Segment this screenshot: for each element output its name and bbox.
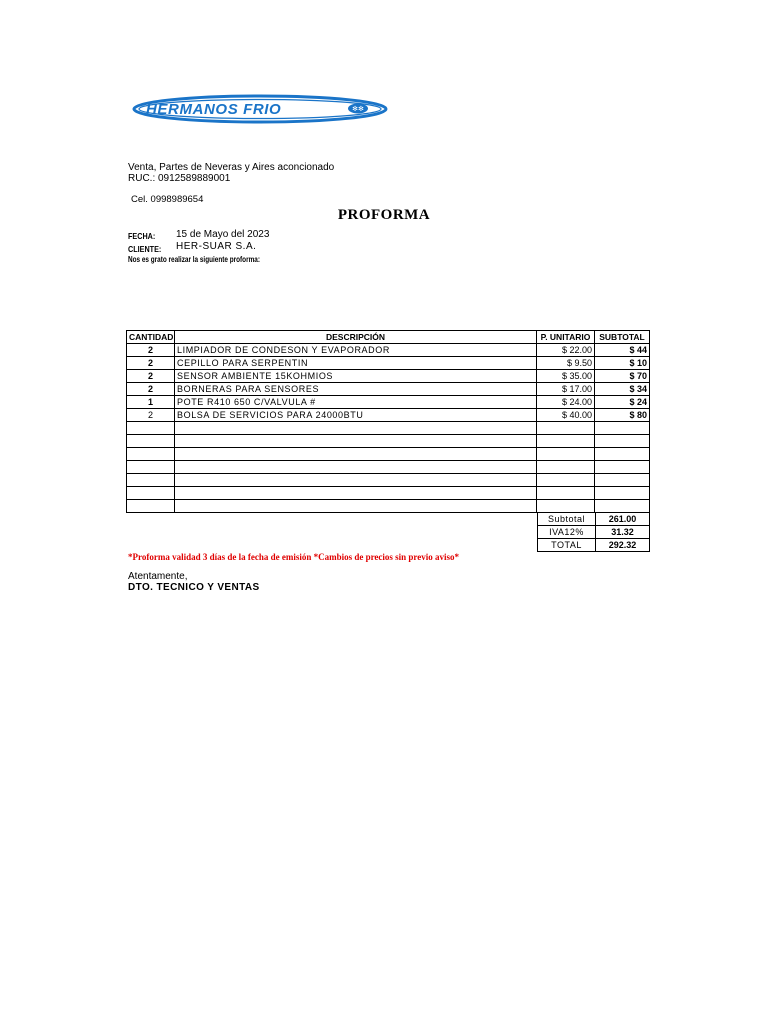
company-cel: Cel. 0998989654 bbox=[131, 194, 204, 205]
row-unit: $ 22.00 bbox=[537, 344, 595, 357]
row-sub: $ 34 bbox=[595, 383, 650, 396]
row-qty: 2 bbox=[127, 344, 175, 357]
total-label: TOTAL bbox=[538, 539, 596, 552]
row-qty: 2 bbox=[127, 383, 175, 396]
table-row-empty bbox=[127, 500, 650, 513]
table-row bbox=[127, 370, 650, 383]
header-descripcion: DESCRIPCIÓN bbox=[175, 331, 537, 344]
row-unit: $ 24.00 bbox=[537, 396, 595, 409]
row-unit: $ 17.00 bbox=[537, 383, 595, 396]
closing-text: Atentamente, bbox=[128, 571, 188, 582]
table-row-empty bbox=[127, 474, 650, 487]
total-row bbox=[538, 539, 650, 552]
row-unit: $ 9.50 bbox=[537, 357, 595, 370]
validity-note: *Proforma validad 3 días de la fecha de emisión *Cambios de precios sin previo aviso* bbox=[128, 552, 460, 562]
header-p-unitario: P. UNITARIO bbox=[537, 331, 595, 344]
table-row bbox=[127, 383, 650, 396]
totals-table bbox=[537, 512, 650, 552]
iva-label: IVA12% bbox=[538, 526, 596, 539]
subtotal-label: Subtotal bbox=[538, 513, 596, 526]
subtotal-value: 261.00 bbox=[596, 513, 650, 526]
row-unit: $ 35.00 bbox=[537, 370, 595, 383]
row-desc: BOLSA DE SERVICIOS PARA 24000BTU bbox=[175, 409, 537, 422]
table-row-empty bbox=[127, 487, 650, 500]
svg-text:✻✻: ✻✻ bbox=[352, 105, 364, 113]
subtotal-row bbox=[538, 513, 650, 526]
company-tagline: Venta, Partes de Neveras y Aires aconcionado bbox=[128, 162, 335, 173]
company-logo bbox=[132, 94, 388, 124]
table-row bbox=[127, 357, 650, 370]
row-desc: SENSOR AMBIENTE 15KOHMIOS bbox=[175, 370, 537, 383]
row-qty: 1 bbox=[127, 396, 175, 409]
row-qty: 2 bbox=[127, 370, 175, 383]
header-subtotal: SUBTOTAL bbox=[595, 331, 650, 344]
row-sub: $ 44 bbox=[595, 344, 650, 357]
items-table bbox=[126, 330, 650, 513]
row-sub: $ 10 bbox=[595, 357, 650, 370]
fecha-value: 15 de Mayo del 2023 bbox=[176, 229, 270, 240]
table-row bbox=[127, 409, 650, 422]
row-desc: BORNERAS PARA SENSORES bbox=[175, 383, 537, 396]
row-desc: POTE R410 650 C/VALVULA # bbox=[175, 396, 537, 409]
table-row bbox=[127, 344, 650, 357]
table-row-empty bbox=[127, 448, 650, 461]
table-row-empty bbox=[127, 435, 650, 448]
cliente-label: CLIENTE: bbox=[128, 244, 162, 254]
row-desc: LIMPIADOR DE CONDESON Y EVAPORADOR bbox=[175, 344, 537, 357]
iva-row bbox=[538, 526, 650, 539]
table-row bbox=[127, 396, 650, 409]
logo-text: HERMANOS FRIO bbox=[146, 101, 282, 118]
department-signature: DTO. TECNICO Y VENTAS bbox=[128, 582, 260, 593]
fecha-label: FECHA: bbox=[128, 231, 156, 241]
company-ruc: RUC.: 0912589889001 bbox=[128, 173, 231, 184]
cliente-value: HER-SUAR S.A. bbox=[176, 241, 257, 252]
row-qty: 2 bbox=[127, 357, 175, 370]
page-title: PROFORMA bbox=[337, 207, 431, 223]
total-value: 292.32 bbox=[596, 539, 650, 552]
row-desc: CEPILLO PARA SERPENTIN bbox=[175, 357, 537, 370]
row-unit: $ 40.00 bbox=[537, 409, 595, 422]
table-row-empty bbox=[127, 461, 650, 474]
row-qty: 2 bbox=[127, 409, 175, 422]
row-sub: $ 80 bbox=[595, 409, 650, 422]
iva-value: 31.32 bbox=[596, 526, 650, 539]
table-header-row bbox=[127, 331, 650, 344]
header-cantidad: CANTIDAD bbox=[127, 331, 175, 344]
intro-text: Nos es grato realizar la siguiente proforma: bbox=[128, 255, 260, 264]
row-sub: $ 70 bbox=[595, 370, 650, 383]
row-sub: $ 24 bbox=[595, 396, 650, 409]
table-row-empty bbox=[127, 422, 650, 435]
